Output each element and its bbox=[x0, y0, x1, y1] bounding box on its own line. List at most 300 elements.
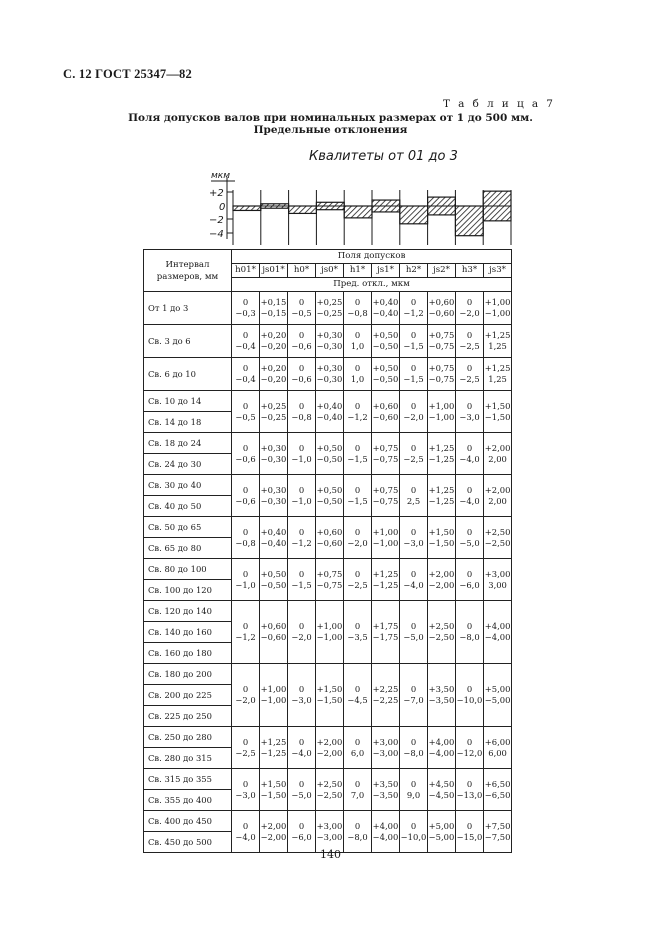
upper-deviation: +2,25 bbox=[372, 684, 399, 694]
lower-deviation: −2,00 bbox=[316, 747, 343, 758]
lower-deviation: −4,50 bbox=[428, 789, 455, 800]
value-cell bbox=[232, 559, 260, 601]
lower-deviation: −0,50 bbox=[260, 579, 287, 590]
lower-deviation: −1,25 bbox=[428, 453, 455, 464]
interval-cell: Св. 400 до 450 bbox=[144, 811, 232, 832]
lower-deviation: −12,0 bbox=[456, 747, 483, 758]
value-cell bbox=[288, 358, 316, 391]
upper-deviation: 0 bbox=[410, 297, 417, 307]
value-cell bbox=[344, 292, 372, 325]
upper-deviation: 0 bbox=[466, 621, 473, 631]
lower-deviation: −3,50 bbox=[372, 789, 399, 800]
lower-deviation: −2,0 bbox=[235, 695, 256, 705]
upper-deviation: 0 bbox=[298, 363, 305, 373]
upper-deviation: +4,00 bbox=[428, 736, 455, 747]
upper-deviation: 0 bbox=[354, 363, 361, 373]
value-cell bbox=[344, 769, 372, 811]
upper-deviation: 0 bbox=[354, 568, 361, 579]
upper-deviation: 0 bbox=[410, 330, 417, 340]
diagram-unit: мкм bbox=[211, 171, 231, 181]
value-cell bbox=[372, 811, 400, 853]
upper-deviation: +1,25 bbox=[428, 442, 455, 453]
upper-deviation: 0 bbox=[242, 363, 249, 373]
interval-cell: Св. 14 до 18 bbox=[144, 412, 232, 433]
lower-deviation: −3,0 bbox=[403, 537, 424, 548]
value-cell bbox=[232, 517, 260, 559]
fields-header: Поля допусков bbox=[232, 250, 512, 264]
value-cell bbox=[372, 517, 400, 559]
value-cell bbox=[428, 559, 456, 601]
value-cell bbox=[316, 325, 344, 358]
upper-deviation: +0,50 bbox=[372, 330, 399, 340]
upper-deviation: +1,00 bbox=[372, 526, 399, 537]
lower-deviation: 2,00 bbox=[488, 495, 507, 506]
upper-deviation: +0,75 bbox=[428, 330, 455, 340]
value-cell bbox=[484, 559, 512, 601]
lower-deviation: −0,50 bbox=[316, 495, 343, 506]
value-cell bbox=[372, 292, 400, 325]
value-cell bbox=[428, 769, 456, 811]
interval-cell: Св. 180 до 200 bbox=[144, 664, 232, 685]
lower-deviation: −0,75 bbox=[428, 341, 455, 351]
lower-deviation: −2,5 bbox=[347, 579, 368, 590]
lower-deviation: −0,30 bbox=[260, 495, 287, 506]
upper-deviation: 0 bbox=[242, 330, 249, 340]
value-cell bbox=[316, 292, 344, 325]
lower-deviation: −2,0 bbox=[291, 632, 312, 642]
upper-deviation: +1,50 bbox=[316, 684, 343, 694]
value-cell bbox=[288, 664, 316, 727]
upper-deviation: 0 bbox=[466, 736, 473, 747]
upper-deviation: 0 bbox=[298, 330, 305, 340]
value-cell bbox=[456, 433, 484, 475]
lower-deviation: −0,75 bbox=[372, 453, 399, 464]
value-cell bbox=[260, 475, 288, 517]
interval-header: Интервал размеров, мм bbox=[144, 250, 232, 292]
value-cell bbox=[232, 358, 260, 391]
table-row bbox=[144, 292, 512, 325]
upper-deviation: +1,25 bbox=[484, 330, 511, 340]
lower-deviation: −1,5 bbox=[403, 374, 424, 384]
upper-deviation: +0,40 bbox=[260, 526, 287, 537]
column-header: js1* bbox=[372, 264, 400, 278]
value-cell bbox=[260, 325, 288, 358]
value-cell bbox=[456, 727, 484, 769]
value-cell bbox=[260, 517, 288, 559]
upper-deviation: 0 bbox=[466, 400, 473, 411]
upper-deviation: 0 bbox=[354, 820, 361, 831]
value-cell bbox=[288, 769, 316, 811]
value-cell bbox=[400, 433, 428, 475]
lower-deviation: −4,0 bbox=[291, 747, 312, 758]
upper-deviation: 0 bbox=[466, 363, 473, 373]
lower-deviation: −4,00 bbox=[428, 747, 455, 758]
value-cell bbox=[484, 391, 512, 433]
lower-deviation: −0,40 bbox=[316, 411, 343, 422]
lower-deviation: −0,30 bbox=[316, 374, 343, 384]
value-cell bbox=[232, 601, 260, 664]
lower-deviation: −2,5 bbox=[459, 341, 480, 351]
value-cell bbox=[260, 811, 288, 853]
value-cell bbox=[344, 325, 372, 358]
upper-deviation: +2,00 bbox=[484, 442, 511, 453]
lower-deviation: −7,0 bbox=[403, 695, 424, 705]
lower-deviation: −3,0 bbox=[291, 695, 312, 705]
tolerance-table bbox=[143, 249, 512, 853]
value-cell bbox=[400, 292, 428, 325]
lower-deviation: −8,0 bbox=[403, 747, 424, 758]
value-cell bbox=[428, 601, 456, 664]
upper-deviation: 0 bbox=[242, 621, 249, 631]
upper-deviation: +1,00 bbox=[316, 621, 343, 631]
lower-deviation: 6,00 bbox=[488, 747, 507, 758]
value-cell bbox=[344, 358, 372, 391]
lower-deviation: −2,0 bbox=[459, 308, 480, 318]
lower-deviation: −6,0 bbox=[459, 579, 480, 590]
lower-deviation: −1,5 bbox=[291, 579, 312, 590]
units-header: Пред. откл., мкм bbox=[232, 278, 512, 292]
upper-deviation: +6,50 bbox=[484, 778, 511, 789]
value-cell bbox=[484, 601, 512, 664]
lower-deviation: −0,75 bbox=[316, 579, 343, 590]
upper-deviation: +1,25 bbox=[260, 736, 287, 747]
lower-deviation: −1,00 bbox=[372, 537, 399, 548]
interval-cell: Св. 6 до 10 bbox=[144, 358, 232, 391]
value-cell bbox=[400, 325, 428, 358]
lower-deviation: −1,2 bbox=[235, 632, 256, 642]
interval-cell: Св. 355 до 400 bbox=[144, 790, 232, 811]
table-row bbox=[144, 727, 512, 748]
value-cell bbox=[288, 475, 316, 517]
upper-deviation: 0 bbox=[298, 568, 305, 579]
lower-deviation: −0,30 bbox=[316, 341, 343, 351]
table-subtitle: Предельные отклонения bbox=[253, 124, 408, 136]
value-cell bbox=[232, 475, 260, 517]
lower-deviation: −0,6 bbox=[235, 453, 256, 464]
upper-deviation: 0 bbox=[354, 621, 361, 631]
lower-deviation: −1,00 bbox=[484, 308, 511, 318]
value-cell bbox=[456, 601, 484, 664]
lower-deviation: −0,40 bbox=[372, 308, 399, 318]
interval-cell: Св. 160 до 180 bbox=[144, 643, 232, 664]
lower-deviation: 1,0 bbox=[350, 341, 365, 351]
value-cell bbox=[428, 664, 456, 727]
lower-deviation: −0,6 bbox=[235, 495, 256, 506]
value-cell bbox=[428, 433, 456, 475]
lower-deviation: −0,50 bbox=[316, 453, 343, 464]
table-row bbox=[144, 601, 512, 622]
lower-deviation: −1,50 bbox=[260, 789, 287, 800]
upper-deviation: +5,00 bbox=[428, 820, 455, 831]
upper-deviation: +4,50 bbox=[428, 778, 455, 789]
lower-deviation: −0,60 bbox=[260, 632, 287, 642]
column-header: h3* bbox=[456, 264, 484, 278]
value-cell bbox=[372, 358, 400, 391]
upper-deviation: 0 bbox=[354, 684, 361, 694]
value-cell bbox=[288, 811, 316, 853]
lower-deviation: 1,0 bbox=[350, 374, 365, 384]
upper-deviation: +3,50 bbox=[372, 778, 399, 789]
value-cell bbox=[288, 292, 316, 325]
upper-deviation: 0 bbox=[242, 684, 249, 694]
lower-deviation: −3,0 bbox=[459, 411, 480, 422]
upper-deviation: +4,00 bbox=[372, 820, 399, 831]
value-cell bbox=[484, 727, 512, 769]
lower-deviation: −1,5 bbox=[347, 495, 368, 506]
lower-deviation: −0,4 bbox=[235, 374, 256, 384]
column-header: h01* bbox=[232, 264, 260, 278]
upper-deviation: +0,75 bbox=[372, 484, 399, 495]
interval-cell: Св. 80 до 100 bbox=[144, 559, 232, 580]
y-label-plus2: +2 bbox=[209, 188, 224, 199]
upper-deviation: 0 bbox=[298, 526, 305, 537]
value-cell bbox=[400, 769, 428, 811]
upper-deviation: 0 bbox=[298, 400, 305, 411]
lower-deviation: 6,0 bbox=[350, 747, 365, 758]
lower-deviation: −4,0 bbox=[235, 831, 256, 842]
interval-cell: Св. 250 до 280 bbox=[144, 727, 232, 748]
lower-deviation: −0,6 bbox=[291, 374, 312, 384]
value-cell bbox=[316, 517, 344, 559]
table-row bbox=[144, 391, 512, 412]
value-cell bbox=[456, 559, 484, 601]
column-header: h2* bbox=[400, 264, 428, 278]
upper-deviation: +0,30 bbox=[260, 484, 287, 495]
value-cell bbox=[344, 664, 372, 727]
upper-deviation: +0,50 bbox=[260, 568, 287, 579]
lower-deviation: 2,5 bbox=[406, 495, 421, 506]
lower-deviation: −2,00 bbox=[428, 579, 455, 590]
table-row bbox=[144, 433, 512, 454]
upper-deviation: 0 bbox=[410, 442, 417, 453]
table-row bbox=[144, 325, 512, 358]
lower-deviation: −3,50 bbox=[428, 695, 455, 705]
upper-deviation: 0 bbox=[242, 526, 249, 537]
interval-cell: От 1 до 3 bbox=[144, 292, 232, 325]
lower-deviation: −6,50 bbox=[484, 789, 511, 800]
value-cell bbox=[316, 664, 344, 727]
lower-deviation: 2,00 bbox=[488, 453, 507, 464]
upper-deviation: +1,00 bbox=[484, 297, 511, 307]
upper-deviation: 0 bbox=[410, 568, 417, 579]
upper-deviation: 0 bbox=[354, 442, 361, 453]
upper-deviation: +2,50 bbox=[316, 778, 343, 789]
lower-deviation: −0,40 bbox=[260, 537, 287, 548]
lower-deviation: −4,5 bbox=[347, 695, 368, 705]
interval-cell: Св. 3 до 6 bbox=[144, 325, 232, 358]
upper-deviation: 0 bbox=[298, 484, 305, 495]
upper-deviation: 0 bbox=[410, 778, 417, 789]
upper-deviation: +0,25 bbox=[260, 400, 287, 411]
value-cell bbox=[232, 325, 260, 358]
value-cell bbox=[316, 811, 344, 853]
lower-deviation: −13,0 bbox=[456, 789, 483, 800]
diagram-caption: Квалитеты от 01 до 3 bbox=[309, 149, 458, 164]
table-row bbox=[144, 664, 512, 685]
upper-deviation: +0,25 bbox=[316, 297, 343, 307]
upper-deviation: +1,50 bbox=[260, 778, 287, 789]
upper-deviation: 0 bbox=[410, 820, 417, 831]
value-cell bbox=[344, 517, 372, 559]
upper-deviation: +3,00 bbox=[316, 820, 343, 831]
upper-deviation: 0 bbox=[354, 400, 361, 411]
interval-cell: Св. 30 до 40 bbox=[144, 475, 232, 496]
lower-deviation: −0,25 bbox=[260, 411, 287, 422]
table-row bbox=[144, 559, 512, 580]
upper-deviation: +1,00 bbox=[428, 400, 455, 411]
lower-deviation: −1,5 bbox=[403, 341, 424, 351]
upper-deviation: +0,75 bbox=[372, 442, 399, 453]
lower-deviation: −1,2 bbox=[291, 537, 312, 548]
lower-deviation: −0,5 bbox=[291, 308, 312, 318]
upper-deviation: 0 bbox=[354, 778, 361, 789]
lower-deviation: −2,50 bbox=[484, 537, 511, 548]
upper-deviation: +7,50 bbox=[484, 820, 511, 831]
upper-deviation: +0,75 bbox=[316, 568, 343, 579]
upper-deviation: 0 bbox=[410, 736, 417, 747]
lower-deviation: −2,5 bbox=[459, 374, 480, 384]
upper-deviation: 0 bbox=[410, 363, 417, 373]
lower-deviation: −0,60 bbox=[372, 411, 399, 422]
upper-deviation: 0 bbox=[298, 621, 305, 631]
tolerance-zone-h0 bbox=[289, 206, 317, 213]
value-cell bbox=[232, 391, 260, 433]
lower-deviation: −1,25 bbox=[428, 495, 455, 506]
upper-deviation: 0 bbox=[466, 684, 473, 694]
value-cell bbox=[456, 664, 484, 727]
tolerance-diagram bbox=[197, 145, 517, 247]
value-cell bbox=[344, 475, 372, 517]
lower-deviation: −0,5 bbox=[235, 411, 256, 422]
value-cell bbox=[232, 811, 260, 853]
value-cell bbox=[372, 391, 400, 433]
tolerance-zone-h01 bbox=[233, 206, 261, 210]
upper-deviation: +1,00 bbox=[260, 684, 287, 694]
upper-deviation: +0,50 bbox=[316, 484, 343, 495]
lower-deviation: −2,0 bbox=[403, 411, 424, 422]
value-cell bbox=[288, 325, 316, 358]
lower-deviation: −2,50 bbox=[428, 632, 455, 642]
lower-deviation: −0,3 bbox=[235, 308, 256, 318]
lower-deviation: −0,50 bbox=[372, 374, 399, 384]
lower-deviation: −1,25 bbox=[260, 747, 287, 758]
upper-deviation: +2,00 bbox=[484, 484, 511, 495]
value-cell bbox=[456, 517, 484, 559]
upper-deviation: +0,40 bbox=[372, 297, 399, 307]
upper-deviation: 0 bbox=[354, 330, 361, 340]
upper-deviation: 0 bbox=[298, 297, 305, 307]
upper-deviation: 0 bbox=[242, 442, 249, 453]
value-cell bbox=[428, 727, 456, 769]
interval-cell: Св. 225 до 250 bbox=[144, 706, 232, 727]
lower-deviation: −0,4 bbox=[235, 341, 256, 351]
column-header: h1* bbox=[344, 264, 372, 278]
upper-deviation: +3,00 bbox=[372, 736, 399, 747]
upper-deviation: 0 bbox=[298, 442, 305, 453]
value-cell bbox=[260, 664, 288, 727]
lower-deviation: −4,00 bbox=[372, 831, 399, 842]
upper-deviation: 0 bbox=[466, 330, 473, 340]
lower-deviation: 3,00 bbox=[488, 579, 507, 590]
value-cell bbox=[372, 325, 400, 358]
upper-deviation: 0 bbox=[410, 684, 417, 694]
upper-deviation: 0 bbox=[242, 568, 249, 579]
upper-deviation: 0 bbox=[298, 778, 305, 789]
value-cell bbox=[344, 811, 372, 853]
lower-deviation: −0,8 bbox=[347, 308, 368, 318]
value-cell bbox=[344, 433, 372, 475]
value-cell bbox=[372, 433, 400, 475]
value-cell bbox=[232, 292, 260, 325]
value-cell bbox=[316, 433, 344, 475]
upper-deviation: +1,75 bbox=[372, 621, 399, 631]
lower-deviation: −2,50 bbox=[316, 789, 343, 800]
value-cell bbox=[428, 475, 456, 517]
upper-deviation: +0,60 bbox=[428, 297, 455, 307]
lower-deviation: −1,00 bbox=[316, 632, 343, 642]
value-cell bbox=[428, 391, 456, 433]
lower-deviation: −8,0 bbox=[459, 632, 480, 642]
upper-deviation: +4,00 bbox=[484, 621, 511, 631]
lower-deviation: −1,50 bbox=[428, 537, 455, 548]
upper-deviation: 0 bbox=[242, 297, 249, 307]
value-cell bbox=[400, 559, 428, 601]
value-cell bbox=[316, 769, 344, 811]
interval-cell: Св. 140 до 160 bbox=[144, 622, 232, 643]
value-cell bbox=[316, 475, 344, 517]
value-cell bbox=[456, 475, 484, 517]
upper-deviation: +0,20 bbox=[260, 330, 287, 340]
value-cell bbox=[400, 664, 428, 727]
upper-deviation: 0 bbox=[242, 736, 249, 747]
lower-deviation: −1,2 bbox=[347, 411, 368, 422]
value-cell bbox=[288, 517, 316, 559]
interval-cell: Св. 40 до 50 bbox=[144, 496, 232, 517]
interval-cell: Св. 120 до 140 bbox=[144, 601, 232, 622]
value-cell bbox=[400, 475, 428, 517]
upper-deviation: 0 bbox=[298, 736, 305, 747]
value-cell bbox=[316, 559, 344, 601]
upper-deviation: 0 bbox=[354, 526, 361, 537]
lower-deviation: −5,0 bbox=[291, 789, 312, 800]
value-cell bbox=[260, 433, 288, 475]
value-cell bbox=[316, 601, 344, 664]
value-cell bbox=[372, 664, 400, 727]
value-cell bbox=[484, 433, 512, 475]
upper-deviation: +0,50 bbox=[316, 442, 343, 453]
upper-deviation: 0 bbox=[410, 526, 417, 537]
upper-deviation: +2,00 bbox=[260, 820, 287, 831]
value-cell bbox=[428, 517, 456, 559]
table-label: Т а б л и ц а 7 bbox=[443, 98, 556, 110]
lower-deviation: −1,5 bbox=[347, 453, 368, 464]
lower-deviation: −2,5 bbox=[235, 747, 256, 758]
value-cell bbox=[344, 391, 372, 433]
lower-deviation: −0,75 bbox=[372, 495, 399, 506]
value-cell bbox=[288, 433, 316, 475]
value-cell bbox=[288, 601, 316, 664]
lower-deviation: −1,75 bbox=[372, 632, 399, 642]
value-cell bbox=[372, 769, 400, 811]
tolerance-zone-h1 bbox=[344, 206, 372, 218]
value-cell bbox=[400, 391, 428, 433]
upper-deviation: 0 bbox=[354, 484, 361, 495]
tolerance-zone-h2 bbox=[400, 206, 428, 224]
value-cell bbox=[260, 292, 288, 325]
value-cell bbox=[344, 559, 372, 601]
lower-deviation: −1,50 bbox=[484, 411, 511, 422]
value-cell bbox=[484, 475, 512, 517]
